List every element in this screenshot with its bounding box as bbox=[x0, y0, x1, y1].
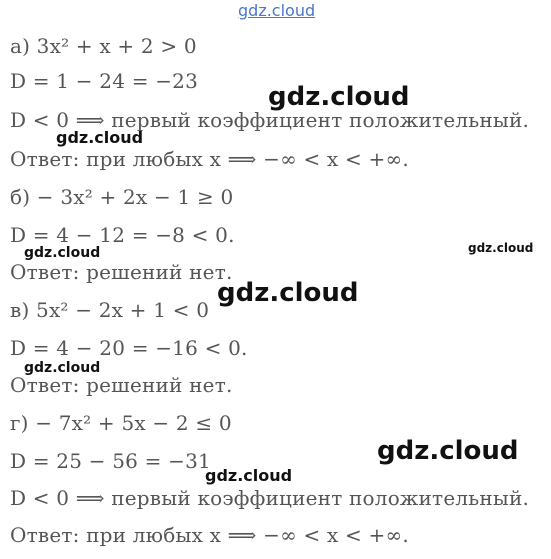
task-c-discriminant: D = 4 − 20 = −16 < 0. bbox=[10, 336, 248, 360]
watermark-text: gdz.cloud bbox=[468, 241, 534, 255]
watermark-text: gdz.cloud bbox=[268, 82, 410, 112]
task-b-inequality: б) − 3x² + 2x − 1 ≥ 0 bbox=[10, 185, 234, 209]
task-a-discriminant: D = 1 − 24 = −23 bbox=[10, 69, 199, 93]
watermark-text: gdz.cloud bbox=[205, 466, 293, 485]
task-c-inequality: в) 5x² − 2x + 1 < 0 bbox=[10, 298, 210, 322]
watermark-link[interactable]: gdz.cloud bbox=[238, 1, 316, 20]
task-a-reasoning: D < 0 ⟹ первый коэффициент положительный. bbox=[10, 108, 530, 132]
watermark-text: gdz.cloud bbox=[217, 278, 359, 308]
watermark-text: gdz.cloud bbox=[56, 128, 144, 147]
task-c-answer: Ответ: решений нет. bbox=[10, 373, 233, 397]
task-b-discriminant: D = 4 − 12 = −8 < 0. bbox=[10, 223, 235, 247]
task-d-discriminant: D = 25 − 56 = −31 bbox=[10, 449, 211, 473]
task-b-answer: Ответ: решений нет. bbox=[10, 260, 233, 284]
task-d-reasoning: D < 0 ⟹ первый коэффициент положительный. bbox=[10, 486, 530, 510]
task-d-answer: Ответ: при любых x ⟹ −∞ < x < +∞. bbox=[10, 523, 409, 547]
task-d-inequality: г) − 7x² + 5x − 2 ≤ 0 bbox=[10, 411, 232, 435]
task-a-answer: Ответ: при любых x ⟹ −∞ < x < +∞. bbox=[10, 147, 409, 171]
task-a-inequality: а) 3x² + x + 2 > 0 bbox=[10, 34, 197, 58]
watermark-text: gdz.cloud bbox=[24, 360, 101, 376]
watermark-text: gdz.cloud bbox=[24, 245, 101, 261]
watermark-text: gdz.cloud bbox=[377, 436, 519, 466]
